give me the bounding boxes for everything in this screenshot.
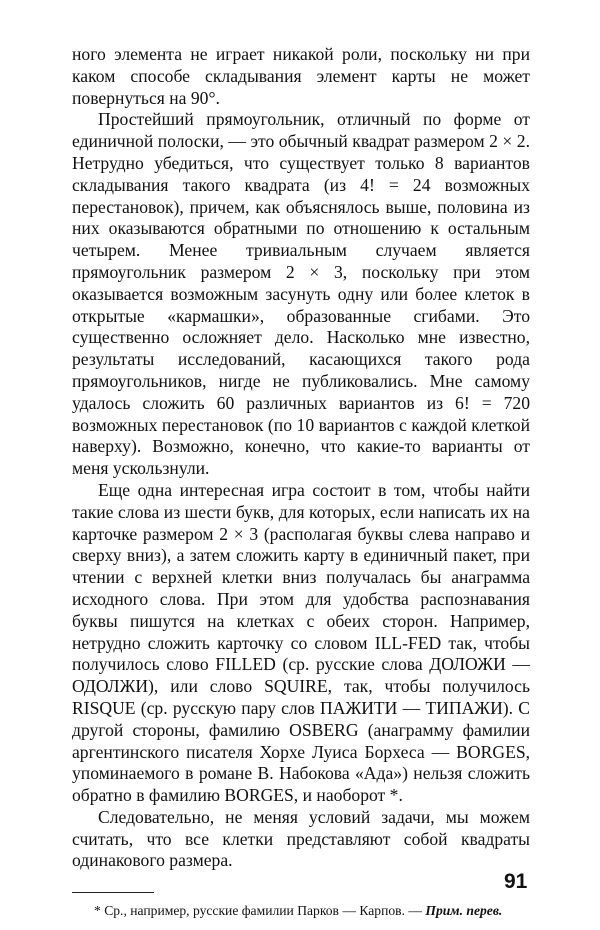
footnote-text: * Ср., например, русские фамилии Парков — Карпов. — — [94, 903, 422, 919]
paragraph-4: Следовательно, не меняя условий задачи, мы можем считать, что все клетки представляют собой квадраты одинакового размера. — [72, 806, 530, 871]
page-number: 91 — [504, 870, 528, 893]
footnote — [72, 901, 530, 920]
footnote-divider — [72, 892, 154, 893]
footnote-signature: Прим. перев. — [425, 903, 503, 919]
main-text — [72, 44, 530, 872]
paragraph-1: ного элемента не играет никакой роли, поскольку ни при каком способе складывания элемент карты не может повернуться на 90°. — [72, 44, 530, 108]
paragraph-2: Простейший прямоугольник, отличный по форме от единичной полоски, — это обычный квадрат размером 2 × 2. Нетрудно убедиться, что существует только 8 вариантов складывания такого квадрата (из 4! = 24 возможных перестановок), причем, как объяснялось выше, половина из них оказываются обратными по отношению к остальным четырем. Менее тривиальным случаем является прямоугольник размером 2 × 3, поскольку при этом оказывается возможным засунуть одну или более клеток в открытые «кармашки», образованные сгибами. Это существенно осложняет дело. Насколько мне известно, результаты исследований, касающихся такого рода прямоугольников, нигде не публиковались. Мне самому удалось сложить 60 различных вариантов из 6! = 720 возможных перестановок (по 10 вариантов с каждой клеткой наверху). Возможно, конечно, что какие-то варианты от меня ускользнули. — [72, 109, 530, 479]
paragraph-3: Еще одна интересная игра состоит в том, чтобы найти такие слова из шести букв, для которых, если написать их на карточке размером 2 × 3 (располагая буквы слева направо и сверху вниз), а затем сложить карту в единичный пакет, при чтении с верхней клетки вниз получалась бы анаграмма исходного слова. При этом для удобства распознавания буквы пишутся на клетках с обеих сторон. Например, нетрудно сложить карточку со словом ILL-FED так, чтобы получилось слово FILLED (ср. русские слова ДОЛОЖИ — ОДОЛЖИ), или слово SQUIRE, так, чтобы получилось RISQUE (ср. русскую пару слов ПАЖИТИ — ТИПАЖИ). С другой стороны, фамилию OSBERG (анаграмму фамилии аргентинского писателя Хорхе Луиса Борхеса — BORGES, упоминаемого в романе В. Набокова «Ада») нельзя сложить обратно в фамилию BORGES, и наоборот *. — [72, 479, 530, 806]
